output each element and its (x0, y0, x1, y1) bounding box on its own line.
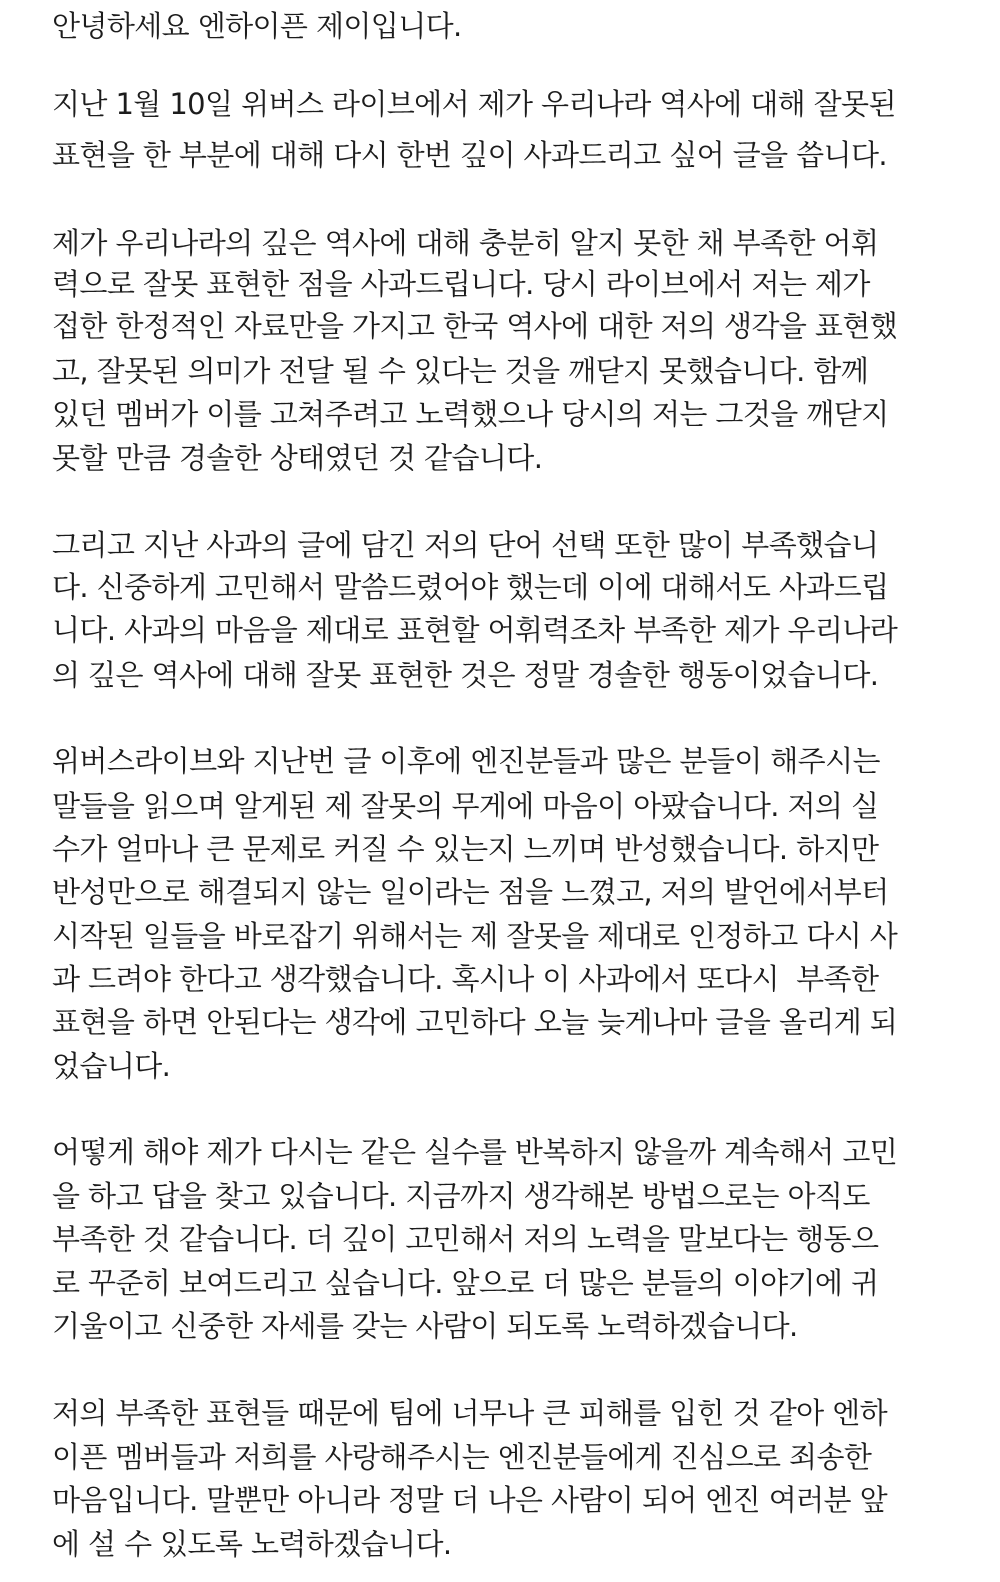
text-line: 기울이고 신중한 자세를 갖는 사람이 되도록 노력하겠습니다. (52, 1309, 798, 1343)
text-line: 반성만으로 해결되지 않는 일이라는 점을 느꼈고, 저의 발언에서부터 (52, 875, 889, 909)
text-line: 위버스라이브와 지난번 글 이후에 엔진분들과 많은 분들이 해주시는 (52, 744, 880, 778)
text-line: 고, 잘못된 의미가 전달 될 수 있다는 것을 깨닫지 못했습니다. 함께 (52, 354, 869, 388)
text-line: 말들을 읽으며 알게된 제 잘못의 무게에 마음이 아팠습니다. 저의 실 (52, 789, 879, 823)
text-line: 력으로 잘못 표현한 점을 사과드립니다. 당시 라이브에서 저는 제가 (52, 267, 870, 301)
text-line: 표현을 하면 안된다는 생각에 고민하다 오늘 늦게나마 글을 올리게 되 (52, 1005, 898, 1039)
text-line: 이픈 멤버들과 저희를 사랑해주시는 엔진분들에게 진심으로 죄송한 (52, 1440, 872, 1474)
text-line: 을 하고 답을 찾고 있습니다. 지금까지 생각해본 방법으로는 아직도 (52, 1179, 870, 1213)
text-line: 수가 얼마나 큰 문제로 커질 수 있는지 느끼며 반성했습니다. 하지만 (52, 832, 879, 866)
text-line: 니다. 사과의 마음을 제대로 표현할 어휘력조차 부족한 제가 우리나라 (52, 613, 898, 647)
text-line: 었습니다. (52, 1049, 171, 1083)
text-line: 마음입니다. 말뿐만 아니라 정말 더 나은 사람이 되어 엔진 여러분 앞 (52, 1483, 887, 1517)
text-line: 접한 한정적인 자료만을 가지고 한국 역사에 대한 저의 생각을 표현했 (52, 309, 898, 343)
text-line: 시작된 일들을 바로잡기 위해서는 제 잘못을 제대로 인정하고 다시 사 (52, 919, 898, 953)
text-line: 부족한 것 같습니다. 더 깊이 고민해서 저의 노력을 말보다는 행동으 (52, 1222, 879, 1256)
text-line: 못할 만큼 경솔한 상태였던 것 같습니다. (52, 441, 543, 475)
text-line: 지난 1월 10일 위버스 라이브에서 제가 우리나라 역사에 대해 잘못된 (52, 87, 896, 121)
text-line: 표현을 한 부분에 대해 다시 한번 깊이 사과드리고 싶어 글을 씁니다. (52, 138, 887, 172)
text-line: 에 설 수 있도록 노력하겠습니다. (52, 1527, 452, 1561)
text-line: 로 꾸준히 보여드리고 싶습니다. 앞으로 더 많은 분들의 이야기에 귀 (52, 1266, 879, 1300)
text-line: 어떻게 해야 제가 다시는 같은 실수를 반복하지 않을까 계속해서 고민 (52, 1135, 898, 1169)
text-line: 과 드려야 한다고 생각했습니다. 혹시나 이 사과에서 또다시 부족한 (52, 962, 879, 996)
text-line: 저의 부족한 표현들 때문에 팀에 너무나 큰 피해를 입힌 것 같아 엔하 (52, 1396, 887, 1430)
text-line: 다. 신중하게 고민해서 말씀드렸어야 했는데 이에 대해서도 사과드립 (52, 570, 889, 604)
text-line: 안녕하세요 엔하이픈 제이입니다. (52, 9, 462, 43)
text-line: 그리고 지난 사과의 글에 담긴 저의 단어 선택 또한 많이 부족했습니 (52, 528, 879, 562)
text-line: 있던 멤버가 이를 고쳐주려고 노력했으나 당시의 저는 그것을 깨닫지 (52, 397, 889, 431)
text-line: 의 깊은 역사에 대해 잘못 표현한 것은 정말 경솔한 행동이었습니다. (52, 658, 879, 692)
text-line: 제가 우리나라의 깊은 역사에 대해 충분히 알지 못한 채 부족한 어휘 (52, 226, 879, 260)
